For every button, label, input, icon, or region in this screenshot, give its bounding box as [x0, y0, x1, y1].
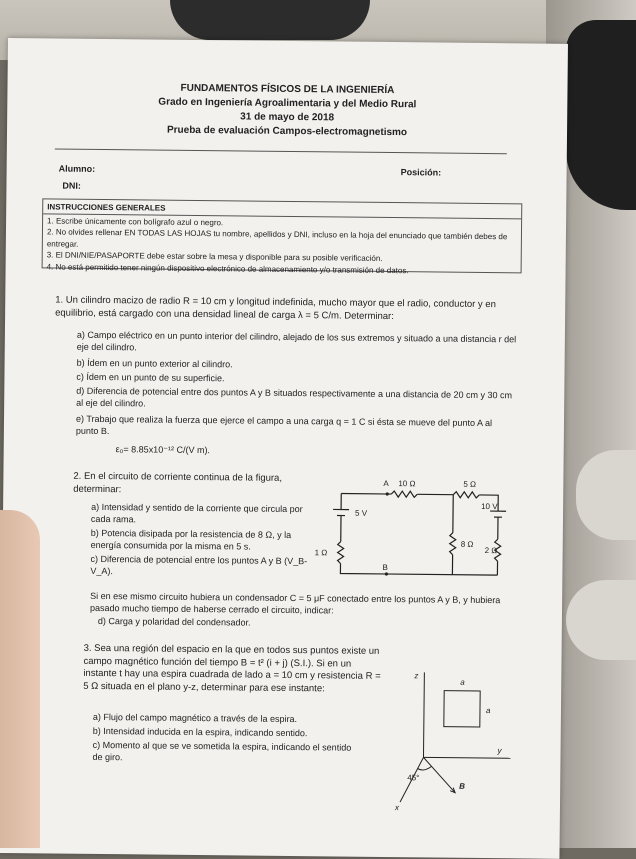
battery-10v	[490, 511, 506, 517]
exam-paper	[0, 38, 568, 859]
label-side-a-right: a	[486, 706, 491, 715]
q2-extra: Si en ese mismo circuito hubiera un condensador C = 5 μF conectado entre los puntos A y B, y hubiera pasado mucho tiempo de haberse cerrado el circuito, indicar:	[90, 590, 530, 619]
node-a	[386, 492, 389, 495]
resistor-1	[338, 541, 344, 563]
q1-item-a: a) Campo eléctrico en un punto interior del cilindro, alejado de los sus extremos y situado a una distancia r del eje del cilindro.	[77, 329, 517, 358]
finger	[0, 510, 40, 848]
instruction-item: 3. El DNI/NIE/PASAPORTE debe estar sobre la mesa y disponible para su posible verificación.	[47, 249, 517, 265]
q1-intro: 1. Un cilindro macizo de radio R = 10 cm y longitud indefinida, mucho mayor que el radio, conductor y en equilibrio, está cargado con una densidad lineal de carga λ = 5 C/m. Determinar:	[55, 295, 525, 325]
instruction-item: 1. Escribe únicamente con bolígrafo azul o negro.	[47, 215, 517, 231]
circuit-diagram	[302, 471, 513, 583]
q3-item-a: a) Flujo del campo magnético a través de la espira.	[93, 711, 373, 726]
q2-intro: 2. En el circuito de corriente continua de la figura, determinar:	[73, 471, 313, 499]
q2-item-d: d) Carga y polaridad del condensador.	[98, 615, 498, 631]
battery-5v	[333, 509, 349, 515]
q1-epsilon: ε₀= 8.85x10⁻¹² C/(V m).	[116, 443, 316, 457]
wire-top-left	[341, 494, 391, 495]
q3-item-b: b) Intensidad inducida en la espira, indicando sentido.	[93, 725, 373, 740]
label-y: y	[497, 746, 503, 755]
label-r10: 10 Ω	[398, 479, 415, 488]
dni-label: DNI:	[62, 181, 81, 191]
shoe-top	[170, 0, 370, 40]
label-x: x	[394, 803, 400, 812]
header-line-3: 31 de mayo de 2018	[7, 108, 567, 128]
header-line-4: Prueba de evaluación Campos-electromagnetismo	[7, 122, 567, 142]
q1-item-c: c) Ídem en un punto de su superficie.	[76, 371, 516, 388]
resistor-10	[391, 491, 417, 497]
z-axis	[423, 672, 424, 757]
header-line-2: Grado en Ingeniería Agroalimentaria y del Medio Rural	[7, 94, 567, 114]
resistor-8	[450, 533, 456, 555]
label-b: B	[459, 782, 465, 791]
q2-item-c: c) Diferencia de potencial entre los puntos A y B (V_B-V_A).	[90, 553, 310, 579]
label-a: A	[383, 479, 389, 488]
q3-item-c: c) Momento al que se ve sometida la espira, indicando el sentido de giro.	[92, 739, 352, 766]
shoe-right-bottom	[566, 580, 636, 660]
label-r2: 2 Ω	[485, 546, 498, 555]
label-r5: 5 Ω	[463, 480, 476, 489]
posicion-label: Posición:	[401, 167, 442, 177]
label-v5: 5 V	[355, 509, 368, 518]
square-loop	[444, 691, 480, 727]
instructions-title: INSTRUCCIONES GENERALES	[43, 201, 521, 219]
q1-item-b: b) Ídem en un punto exterior al cilindro.	[77, 357, 517, 374]
wire-bottom	[340, 564, 497, 576]
q3-intro: 3. Sea una región del espacio en la que en todos sus puntos existe un campo magnético función del tiempo B = t² (i + j) (S.I.). Si en un instante t hay una espira cuadrada de lado a = 10 cm y resistencia R = 5 Ω situada en el plano y-z, determinar para ese instante:	[83, 643, 384, 696]
q1-item-d: d) Diferencia de potencial entre dos puntos A y B situados respectivamente a una distancia de 20 cm y 30 cm al eje del cilindro.	[76, 385, 516, 414]
label-b: B	[382, 563, 387, 572]
label-r1: 1 Ω	[315, 548, 328, 557]
shoe-right	[566, 20, 636, 210]
alumno-label: Alumno:	[59, 164, 96, 174]
instructions-box	[42, 198, 523, 273]
header-line-1: FUNDAMENTOS FÍSICOS DE LA INGENIERÍA	[7, 80, 567, 100]
angle-arc	[417, 766, 431, 770]
q1-item-e: e) Trabajo que realiza la fuerza que ejerce el campo a una carga q = 1 C si ésta se mueve del punto A al punto B.	[76, 413, 516, 442]
q2-item-a: a) Intensidad y sentido de la corriente que circula por cada rama.	[91, 501, 311, 527]
instruction-item: 4. No está permitido tener ningún dispositivo electrónico de almacenamiento y/o transmisión de datos.	[47, 261, 517, 277]
instruction-item: 2. No olvides rellenar EN TODAS LAS HOJAS tu nombre, apellidos y DNI, incluso en la hoja del enunciado que también debes de entregar.	[47, 226, 517, 254]
node-b	[385, 572, 388, 575]
exam-header	[7, 80, 568, 142]
q2-item-b: b) Potencia disipada por la resistencia de 8 Ω, y la energía consumida por la misma en 5 s.	[91, 527, 311, 553]
b-vector	[423, 757, 455, 792]
header-divider	[55, 148, 507, 154]
label-r8: 8 Ω	[461, 540, 474, 549]
magnetic-figure	[355, 662, 517, 814]
label-side-a-top: a	[460, 678, 465, 687]
label-v10: 10 V	[481, 502, 498, 511]
y-axis	[423, 757, 510, 758]
resistor-5	[453, 492, 479, 498]
label-z: z	[413, 671, 418, 680]
label-angle: 45°	[407, 773, 419, 782]
